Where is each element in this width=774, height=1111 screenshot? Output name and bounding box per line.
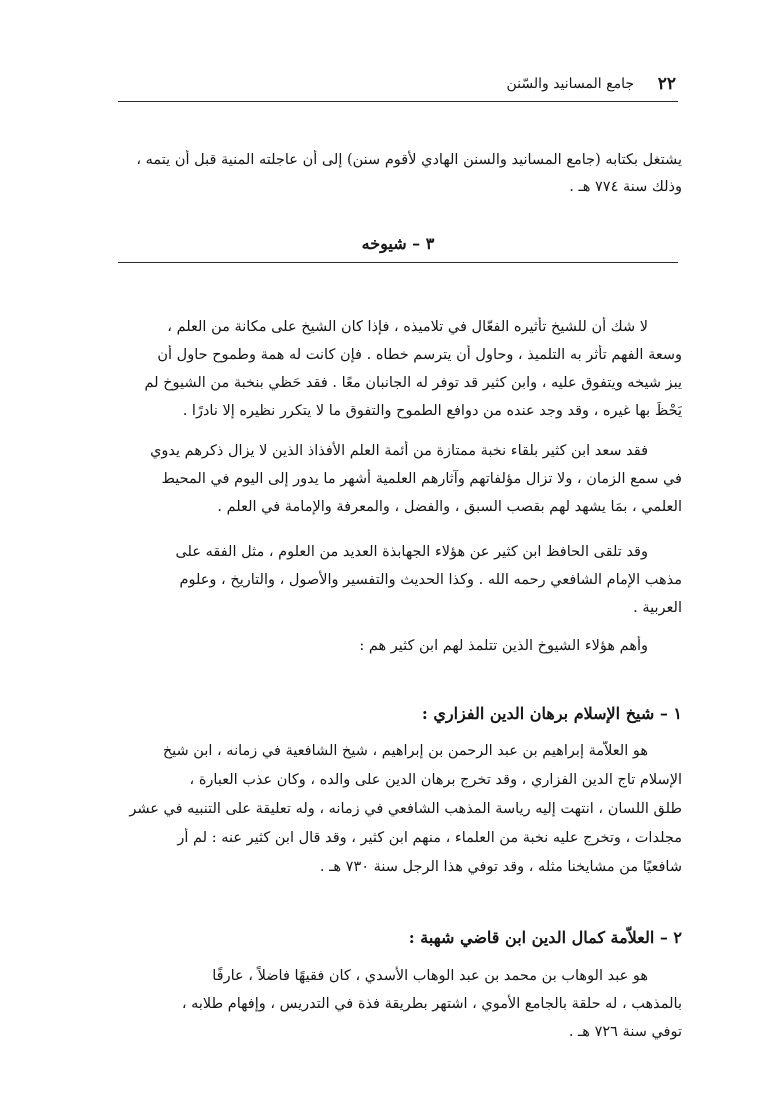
page-number: ٢٢ <box>657 74 676 94</box>
paragraph-line: يبز شيخه ويتفوق عليه ، وابن كثير قد توفر له الجانبان معًا . فقد حَظي بنخبة من الشيوخ لم <box>144 375 682 391</box>
paragraph-line: الإسلام تاج الدين الفزاري ، وقد تخرج برهان الدين على والده ، وكان عذب العبارة ، <box>189 772 682 788</box>
paragraph-line: العربية . <box>633 600 682 616</box>
paragraph-line: مجلدات ، وتخرج عليه نخبة من العلماء ، منهم ابن كثير ، وقد قال ابن كثير عنه : لم أر <box>177 830 682 846</box>
paragraph-line: طلق اللسان ، انتهت إليه رياسة المذهب الشافعي في زمانه ، وله تعليقة على التنبيه في عشر <box>129 801 682 817</box>
paragraph-line: وقد تلقى الحافظ ابن كثير عن هؤلاء الجهابذة العديد من العلوم ، مثل الفقه على <box>175 544 648 560</box>
paragraph-line: هو العلاّمة إبراهيم بن عبد الرحمن بن إبراهيم ، شيخ الشافعية في زمانه ، ابن شيخ <box>162 743 648 759</box>
paragraph-line: مذهب الإمام الشافعي رحمه الله . وكذا الحديث والتفسير والأصول ، والتاريخ ، وعلوم <box>179 572 682 588</box>
paragraph-line: توفي سنة ٧٢٦ هـ . <box>568 1024 682 1040</box>
page-header <box>118 70 678 98</box>
teacher-1-text <box>112 741 682 886</box>
paragraph-line: لا شك أن للشيخ تأثيره الفعّال في تلاميذه ، فإذا كان الشيخ على مكانة من العلم ، <box>167 319 648 335</box>
teacher-2-heading: ٢ – العلاّمة كمال الدين ابن قاضي شهبة : <box>408 928 682 947</box>
teacher-1-heading: ١ – شيخ الإسلام برهان الدين الفزاري : <box>421 704 682 723</box>
section-title: ٣ – شيوخه <box>361 234 435 253</box>
paragraph-line: في سمع الزمان ، ولا تزال مؤلفاتهم وآثارهم العلمية أشهر ما يدور إلى اليوم في المحيط <box>161 471 682 487</box>
paragraph-line: العلمي ، بمَا يشهد لهم بقصب السبق ، والفضل ، والمعرفة والإمامة في العلم . <box>217 499 682 515</box>
intro-line: يشتغل بكتابه (جامع المسانيد والسنن الهادي لأقوم سنن) إلى أن عاجلته المنية قبل أن يتمه ، <box>136 152 682 168</box>
paragraph-line: وأهم هؤلاء الشيوخ الذين تتلمذ لهم ابن كثير هم : <box>359 638 648 654</box>
paragraph-4 <box>112 636 682 660</box>
paragraph-line: بالمذهب ، له حلقة بالجامع الأموي ، اشتهر بطريقة فذة في التدريس ، وإفهام طلابه ، <box>181 996 682 1012</box>
paragraph-line: يَحْظَ بها غيره ، وقد وجد عنده من دوافع الطموح والتفوق ما لا يتكرر نظيره إلا نادرًا . <box>182 403 682 419</box>
paragraph-line: فقد سعد ابن كثير بلقاء نخبة ممتازة من أئمة العلم الأفذاذ الذين لا يزال ذكرهم يدوي <box>150 443 648 459</box>
running-title: جامع المسانيد والسّنن <box>506 76 634 92</box>
section-rule <box>118 262 678 263</box>
paragraph-3 <box>112 542 682 628</box>
header-rule <box>118 101 678 102</box>
intro-text <box>112 150 682 200</box>
paragraph-2 <box>112 441 682 527</box>
teacher-2-text <box>112 966 682 1052</box>
paragraph-line: هو عبد الوهاب بن محمد بن عبد الوهاب الأسدي ، كان فقيهًا فاضلاً ، عارفًا <box>212 968 648 984</box>
paragraph-line: وسعة الفهم تأثر به التلميذ ، وحاول أن يترسم خطاه . فإن كانت له همة وطموح حاول أن <box>157 347 682 363</box>
paragraph-line: شافعيًا من مشايخنا مثله ، وقد توفي هذا الرجل سنة ٧٣٠ هـ . <box>319 859 682 875</box>
paragraph-1 <box>112 317 682 427</box>
intro-line: وذلك سنة ٧٧٤ هـ . <box>569 179 682 195</box>
